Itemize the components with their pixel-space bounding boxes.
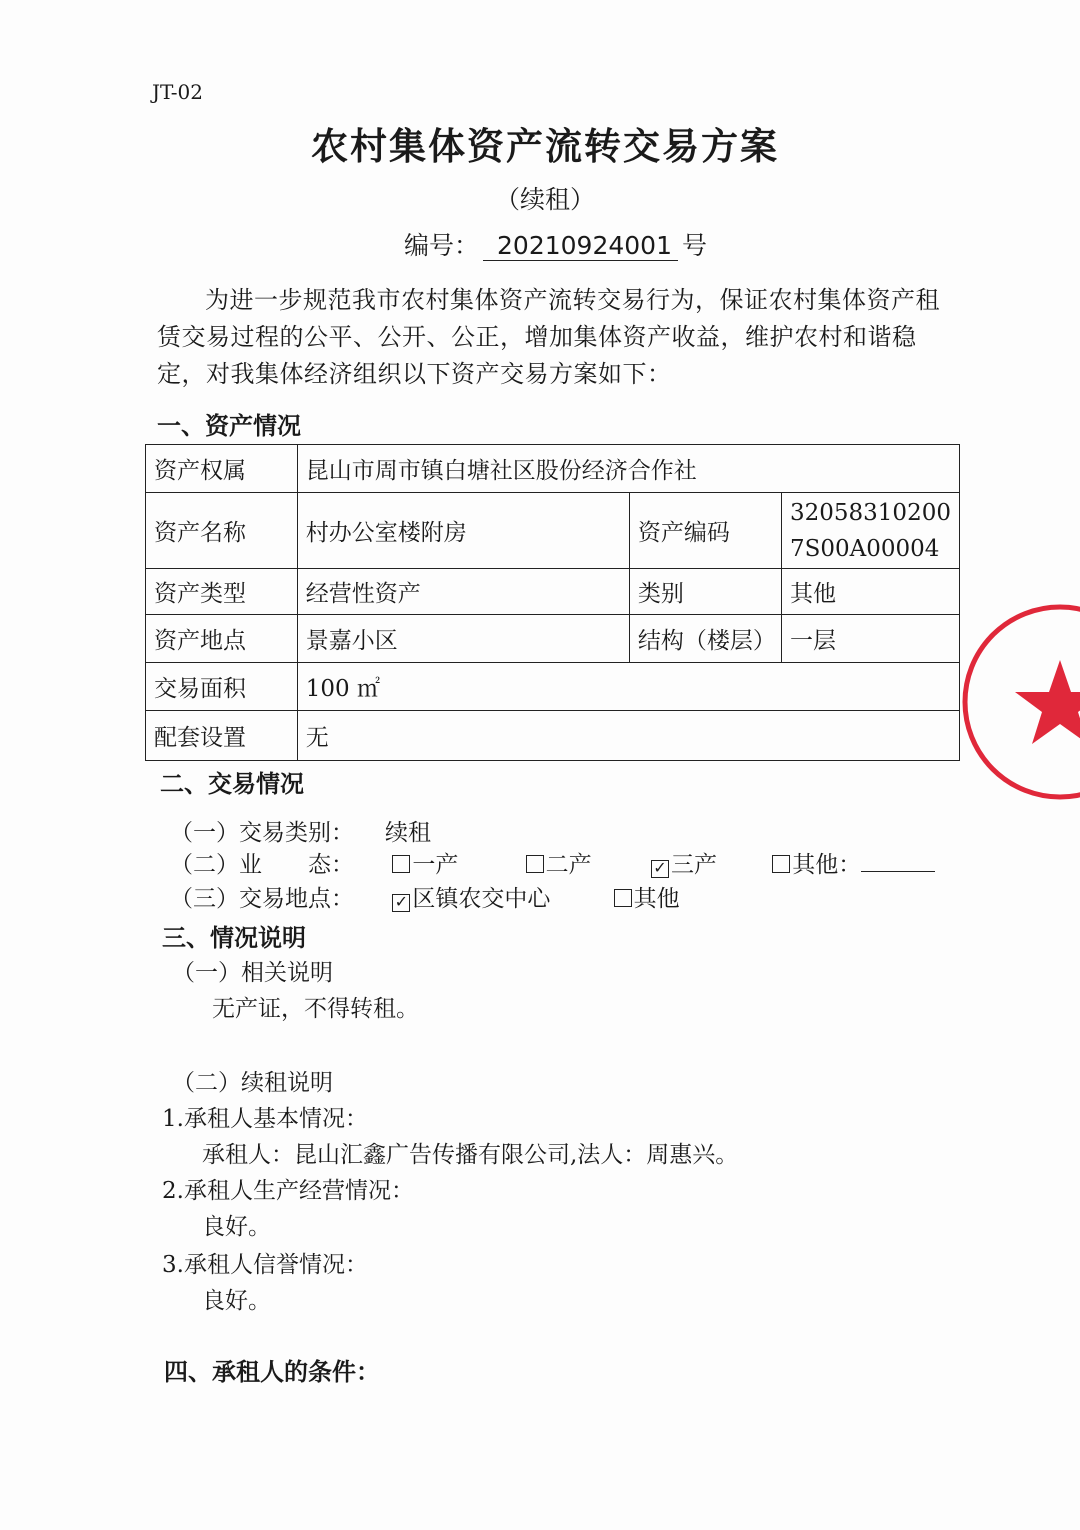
asset-facility-label: 配套设置 [146, 711, 298, 761]
asset-table [145, 444, 960, 761]
asset-location-value: 景嘉小区 [297, 615, 629, 663]
section3-heading: 三、情况说明 [162, 924, 306, 952]
other-blank-line [861, 871, 935, 872]
lessee-credit-text: 良好。 [202, 1288, 271, 1314]
table-row [146, 711, 960, 761]
asset-code-line1: 32058310200 [790, 499, 951, 526]
table-row [146, 663, 960, 711]
table-row [146, 569, 960, 615]
renewal-notes-title: （二）续租说明 [172, 1070, 333, 1096]
serial-label: 编号： [404, 231, 480, 260]
section2-heading: 二、交易情况 [160, 770, 304, 798]
checkbox-icon[interactable] [392, 855, 410, 873]
asset-category-label: 类别 [629, 569, 781, 615]
asset-area-label: 交易面积 [146, 663, 298, 711]
asset-structure-label: 结构（楼层） [629, 615, 781, 663]
asset-type-label: 资产类型 [146, 569, 298, 615]
place-option-center[interactable]: ✓ 区镇农交中心 [392, 880, 606, 913]
asset-structure-value: 一层 [782, 615, 960, 663]
section1-heading: 一、资产情况 [157, 412, 301, 440]
related-notes-text: 无产证，不得转租。 [212, 996, 419, 1022]
asset-owner-label: 资产权属 [146, 445, 298, 493]
trade-type-row [170, 814, 431, 847]
asset-code-label: 资产编码 [629, 493, 781, 569]
asset-code-line2: 7S00A00004 [790, 535, 940, 562]
lessee-basic-text: 承租人：昆山汇鑫广告传播有限公司,法人：周惠兴。 [202, 1142, 739, 1168]
asset-facility-value: 无 [297, 711, 959, 761]
intro-text: 为进一步规范我市农村集体资产流转交易行为，保证农村集体资产租赁交易过程的公平、公开、公正，增加集体资产收益，维护农村和谐稳定，对我集体经济组织以下资产交易方案如下： [157, 286, 940, 388]
asset-name-value: 村办公室楼附房 [297, 493, 629, 569]
doc-code: JT-02 [152, 80, 203, 104]
lessee-operation-text: 良好。 [202, 1214, 271, 1240]
related-notes-title: （一）相关说明 [172, 960, 333, 986]
serial-suffix: 号 [681, 231, 707, 260]
industry-option-other[interactable]: 其他： [772, 846, 935, 879]
table-row [146, 445, 960, 493]
trade-place-label: （三）交易地点： [170, 886, 354, 912]
checked-checkbox-icon[interactable]: ✓ [392, 894, 410, 912]
page-title: 农村集体资产流转交易方案 [311, 125, 779, 168]
industry-option-primary[interactable]: 一产 [392, 846, 518, 879]
asset-owner-value: 昆山市周市镇白塘社区股份经济合作社 [297, 445, 959, 493]
industry-option-secondary[interactable]: 二产 [526, 846, 644, 879]
lessee-basic-title: 1.承租人基本情况： [162, 1106, 368, 1132]
red-seal-stamp [960, 602, 1080, 802]
serial-number: 20210924001 [483, 231, 678, 261]
lessee-credit-title: 3.承租人信誉情况： [162, 1252, 368, 1278]
serial-number-line [404, 226, 707, 262]
lessee-operation-title: 2.承租人生产经营情况： [162, 1178, 414, 1204]
trade-place-row [170, 880, 680, 913]
industry-row [170, 846, 935, 879]
trade-type-label: （一）交易类别： [170, 820, 354, 846]
asset-area-value: 100 ㎡ [297, 663, 959, 711]
asset-code-value [782, 493, 960, 569]
checked-checkbox-icon[interactable]: ✓ [651, 860, 669, 878]
asset-category-value: 其他 [782, 569, 960, 615]
page-subtitle: （续租） [494, 185, 595, 214]
industry-label: （二）业 态： [170, 852, 354, 878]
checkbox-icon[interactable] [772, 855, 790, 873]
section4-heading: 四、承租人的条件： [164, 1358, 380, 1386]
asset-type-value: 经营性资产 [297, 569, 629, 615]
checkbox-icon[interactable] [526, 855, 544, 873]
asset-name-label: 资产名称 [146, 493, 298, 569]
table-row [146, 493, 960, 569]
trade-type-value: 续租 [385, 820, 431, 846]
asset-location-label: 资产地点 [146, 615, 298, 663]
industry-option-tertiary[interactable]: ✓ 三产 [651, 846, 765, 879]
checkbox-icon[interactable] [614, 889, 632, 907]
place-option-other[interactable]: 其他 [614, 880, 680, 913]
table-row [146, 615, 960, 663]
intro-paragraph [157, 282, 957, 393]
